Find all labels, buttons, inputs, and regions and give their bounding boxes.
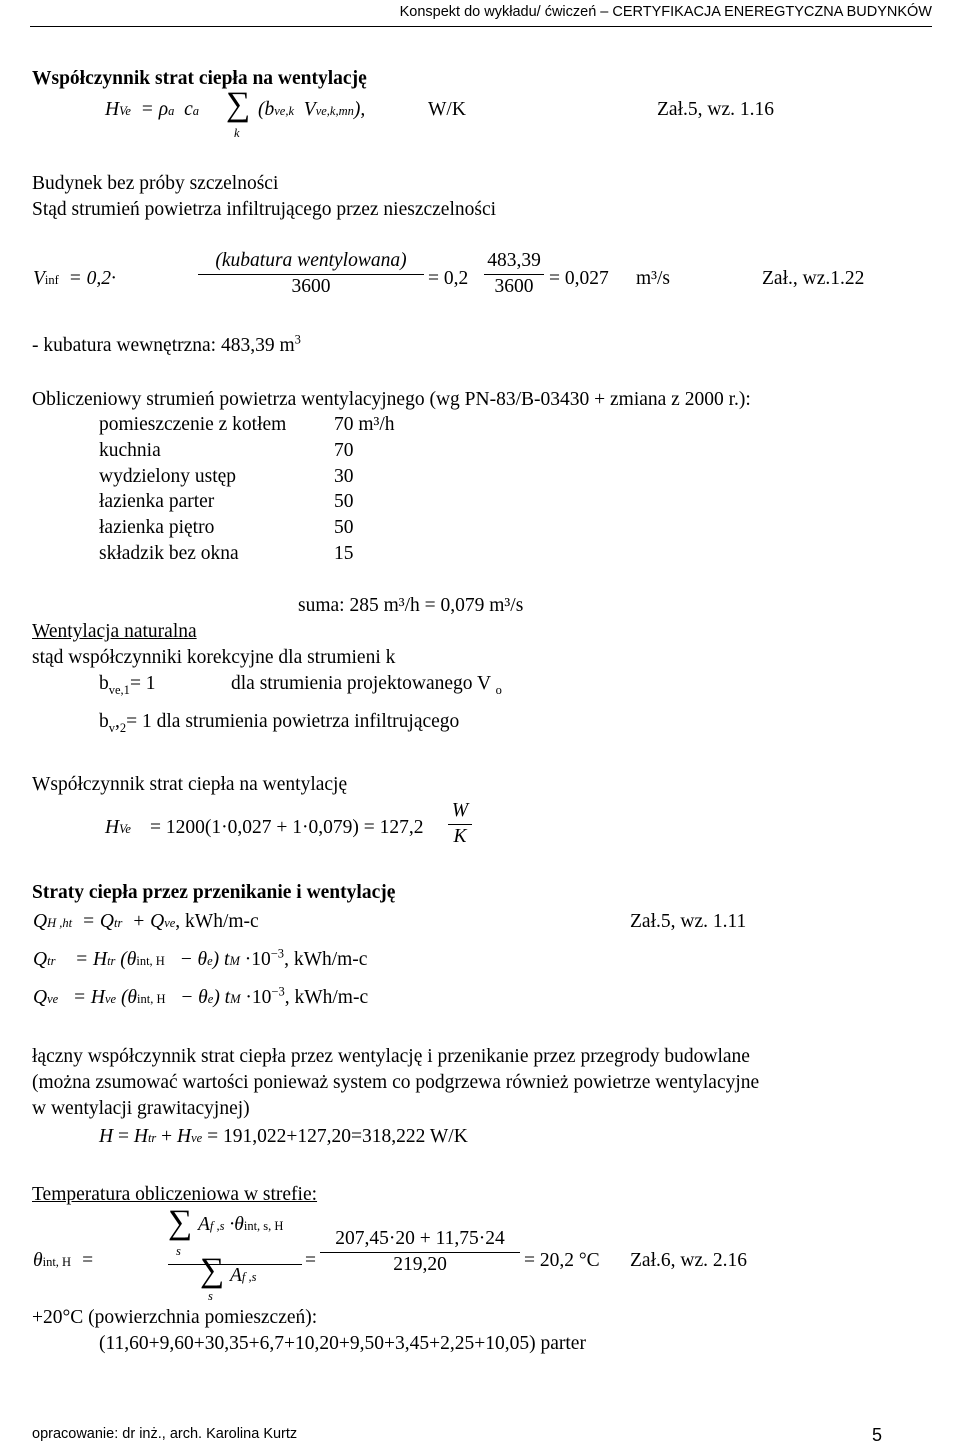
sum-symbol-den: ∑ — [200, 1252, 225, 1289]
hve-symbol: HVe — [105, 817, 131, 838]
b-ve1: $b_{ve,1}= 1$ — [99, 673, 156, 697]
temp-fraction-num: 207,45·20 + 11,75·24 — [335, 1228, 505, 1249]
section-heading-ventilation: Współczynnik strat ciepła na wentylację — [32, 68, 367, 89]
room-name: łazienka piętro — [99, 517, 215, 538]
header-title: Konspekt do wykładu/ ćwiczeń – CERTYFIKACJA ENEREGTYCZNA BUDYNKÓW — [399, 4, 932, 20]
formula-qtr: Qtr = Htr (θint, H − θe) tM $\cdot 10^{-3}$, kWh/m-c — [33, 946, 368, 970]
vinf-result: = 0,027 — [549, 268, 609, 289]
formula-qve: Qve = Hve (θint, H − θe) tM $\cdot 10^{-3}$, kWh/m-c — [33, 984, 369, 1008]
hve-unit-den: K — [453, 826, 467, 847]
sum-symbol: ∑ — [226, 86, 251, 123]
room-name: wydzielony ustęp — [99, 466, 237, 487]
temp-num-symbol: Af ,s ·θint, s, H — [198, 1214, 284, 1235]
temp-den-symbol: Af ,s — [230, 1265, 257, 1286]
room-value: 50 — [334, 517, 354, 538]
ref-1-16: Zał.5, wz. 1.16 — [657, 99, 774, 120]
unit-wk: W/K — [428, 99, 466, 120]
page-number: 5 — [871, 1425, 882, 1445]
room-value: 15 — [334, 543, 354, 564]
sum-num-index: s — [176, 1244, 181, 1258]
sum-symbol-num: ∑ — [168, 1204, 193, 1241]
b-ve1-desc: dla strumienia projektowanego V $_o$ — [231, 673, 502, 697]
theta-symbol: θint, H = — [33, 1250, 94, 1271]
hve-unit-num: W — [451, 800, 469, 821]
header-divider — [30, 26, 932, 27]
formula-hve-body: (bve,k Vve,k,mn), — [258, 99, 366, 120]
combined-formula: H = Htr + Hve = 191,022+127,20=318,222 W/K — [99, 1126, 468, 1147]
natural-heading: Wentylacja naturalna — [32, 621, 197, 642]
room-value: 30 — [334, 466, 354, 487]
building-line1: Budynek bez próby szczelności — [32, 173, 279, 194]
temp-result: = 20,2 °C — [524, 1250, 600, 1271]
combined-line3: w wentylacji grawitacyjnej) — [32, 1098, 250, 1119]
room-name: pomieszczenie z kotłem — [99, 414, 287, 435]
temp-sum: (11,60+9,60+30,35+6,7+10,20+9,50+3,45+2,25+10,05) parter — [99, 1333, 586, 1354]
fraction-value-den: 3600 — [494, 276, 534, 297]
ref-1-22: Zał., wz.1.22 — [762, 268, 865, 289]
temp-fraction — [320, 1228, 520, 1276]
temp-fraction-den: 219,20 — [393, 1254, 447, 1275]
room-name: łazienka parter — [99, 491, 215, 512]
temperature-heading: Temperatura obliczeniowa w strefie: — [32, 1184, 318, 1205]
airflow-sum: suma: 285 m³/h = 0,079 m³/s — [298, 595, 524, 616]
b-v2: $b_v,_2= 1$ dla strumienia powietrza infiltrującego — [99, 711, 460, 735]
room-value: 50 — [334, 491, 354, 512]
room-name: składzik bez okna — [99, 543, 239, 564]
room-value: 70 m³/h — [334, 414, 395, 435]
vinf-unit: m³/s — [636, 268, 671, 289]
temp-eq: = — [305, 1250, 316, 1271]
building-line2: Stąd strumień powietrza infiltrującego przez nieszczelności — [32, 199, 497, 220]
losses-heading: Straty ciepła przez przenikanie i wentylację — [32, 882, 396, 903]
room-name: kuchnia — [99, 440, 161, 461]
combined-line2: (można zsumować wartości ponieważ system co podgrzewa również powietrze wentylacyjne — [32, 1072, 760, 1093]
vinf-mid: = 0,2 — [428, 268, 469, 289]
natural-line: stąd współczynniki korekcyjne dla strumieni k — [32, 647, 396, 668]
hve-formula: = 1200(1·0,027 + 1·0,079) = 127,2 — [150, 817, 424, 838]
hve-heading: Współczynnik strat ciepła na wentylację — [32, 774, 348, 795]
room-value: 70 — [334, 440, 354, 461]
airflow-intro: Obliczeniowy strumień powietrza wentylacyjnego (wg PN-83/B-03430 + zmiana z 2000 r.): — [32, 389, 751, 410]
sum-index: k — [234, 126, 240, 140]
ref-1-11: Zał.5, wz. 1.11 — [630, 911, 747, 932]
ref-2-16: Zał.6, wz. 2.16 — [630, 1250, 747, 1271]
fraction-kubatura-num: (kubatura wentylowana) — [215, 250, 407, 271]
fraction-kubatura — [198, 250, 424, 298]
combined-line1: łączny współczynnik strat ciepła przez wentylację i przenikanie przez przegrody budowlane — [32, 1046, 750, 1067]
kubatura-line: - kubatura wewnętrzna: 483,39 $m^3$ — [32, 332, 301, 356]
sum-den-index: s — [208, 1289, 213, 1303]
formula-qht: QH ,ht = Qtr + Qve, kWh/m-c — [33, 911, 259, 932]
footer-author: opracowanie: dr inż., arch. Karolina Kurtz — [32, 1426, 298, 1442]
fraction-kubatura-den: 3600 — [291, 276, 331, 297]
formula-vinf: Vinf = 0,2· — [33, 268, 116, 289]
hve-unit — [448, 800, 472, 848]
temp-note: +20°C (powierzchnia pomieszczeń): — [32, 1307, 318, 1328]
formula-hve: HVe = ρa ca — [105, 99, 199, 120]
fraction-value-num: 483,39 — [487, 250, 541, 271]
fraction-value — [484, 250, 544, 298]
